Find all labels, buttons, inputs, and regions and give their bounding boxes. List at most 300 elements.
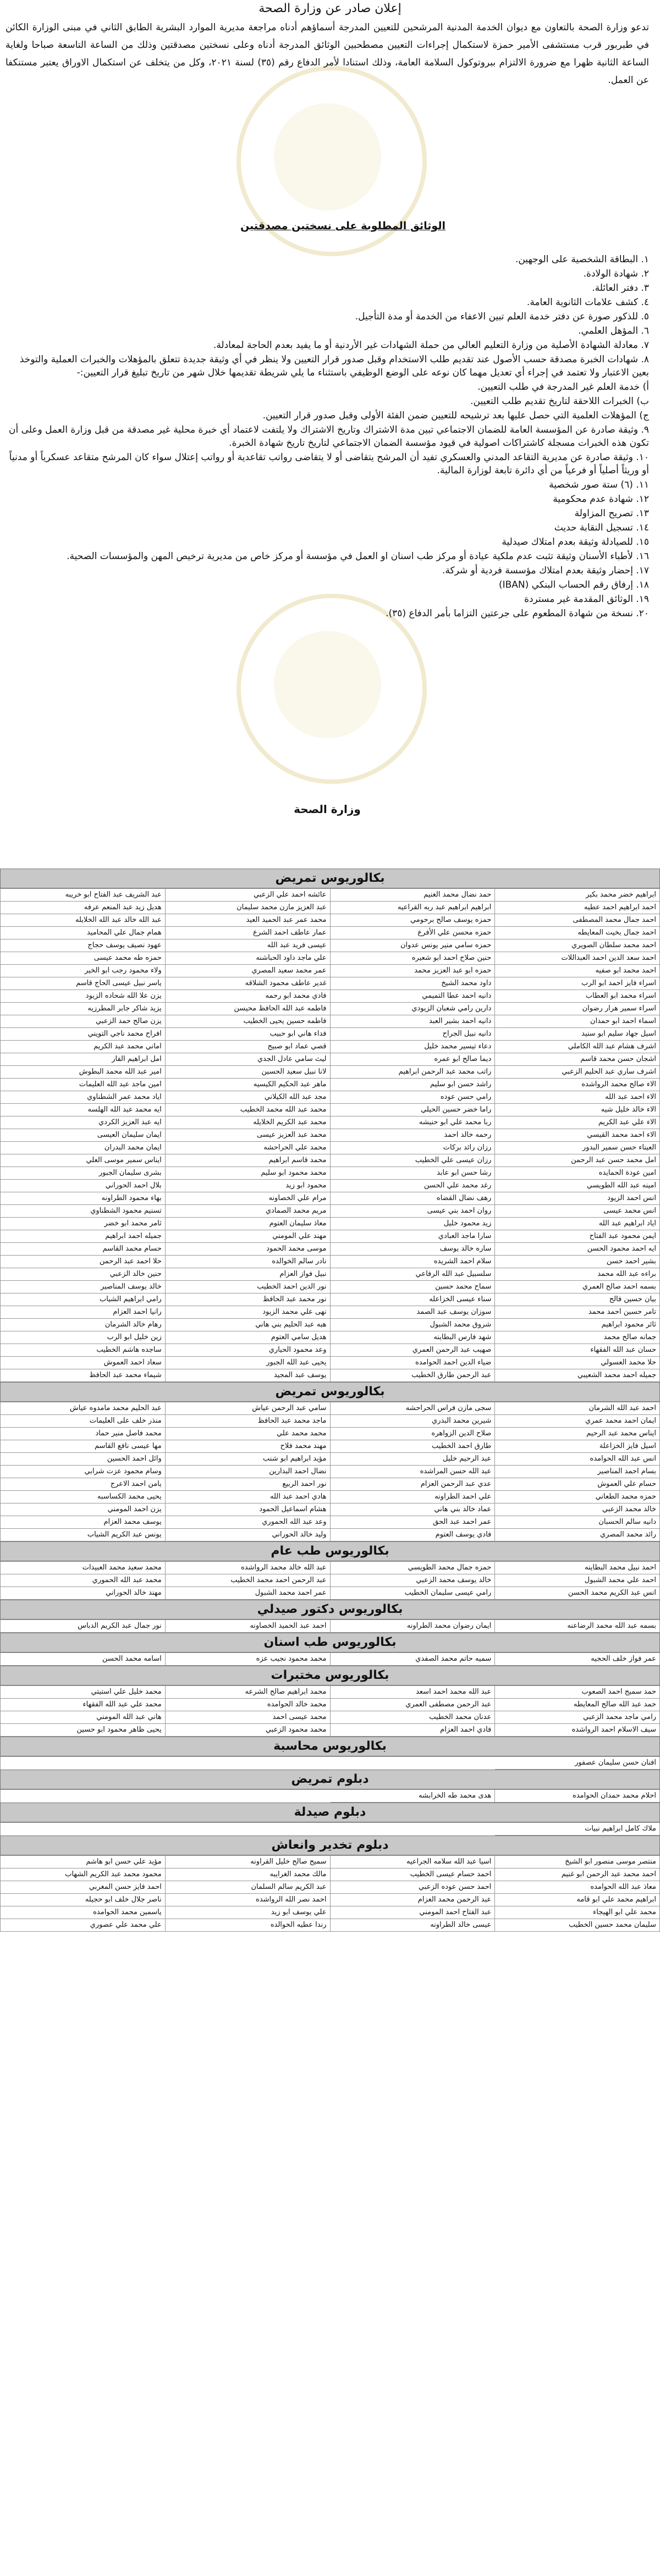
candidate-name-cell: عبد الله حسن المراشده bbox=[331, 1466, 496, 1478]
candidate-name-cell: مها عيسى نافع القاسم bbox=[1, 1440, 166, 1453]
candidate-name-cell: ايمان محمد البدران bbox=[1, 1142, 166, 1154]
candidate-name-cell: هدى محمد طه الخرابشه bbox=[331, 1790, 496, 1803]
document-item: ١٧. إحضار وثيقة بعدم امتلاك مؤسسة فردية أو شركة. bbox=[442, 565, 649, 576]
candidate-name-cell: محمد عبد الكريم الخلايله bbox=[166, 1116, 331, 1129]
candidate-name-cell: هاني عبد الله المومني bbox=[1, 1711, 166, 1724]
candidate-name-cell: مالك محمد الغرايبه bbox=[166, 1869, 331, 1881]
candidate-name-cell: مؤيد ابراهيم ابو شنب bbox=[166, 1453, 331, 1466]
ministry-emblem-watermark bbox=[237, 594, 427, 784]
candidate-name-cell: محمد علي عبد الله الفقهاء bbox=[1, 1699, 166, 1711]
candidate-name-cell: ربا محمد علي ابو حنيشه bbox=[331, 1116, 496, 1129]
candidate-name-cell: امين ماجد عبد الله العليمات bbox=[1, 1079, 166, 1091]
candidate-name-cell: دانيه احمد بشير العبد bbox=[331, 1015, 496, 1028]
candidate-name-cell: سامي عبد الرحمن عياش bbox=[166, 1402, 331, 1415]
candidate-name-cell: دعاء تيسير محمد خليل bbox=[331, 1041, 496, 1053]
candidate-name-cell: احمد عبد الحميد الخصاونه bbox=[166, 1620, 331, 1633]
candidate-name-cell: محمد فاصل منير حماد bbox=[1, 1428, 166, 1440]
candidate-name-cell: احمد حسن عوده الزعبي bbox=[331, 1881, 496, 1894]
candidate-name-cell: وعد عبد الله الحموري bbox=[166, 1516, 331, 1529]
candidate-name-cell: حمد نضال محمد الغنيم bbox=[331, 889, 496, 902]
candidate-name-cell: سعاد احمد العموش bbox=[1, 1357, 166, 1369]
candidate-name-cell: يزن علا الله شحاده الزيود bbox=[1, 990, 166, 1003]
candidate-name-cell: عمر فواز خلف الحجيه bbox=[495, 1653, 660, 1666]
candidate-name-cell: خالد يوسف المناصير bbox=[1, 1281, 166, 1293]
candidate-name-cell: احمد محمد سلطان الصويري bbox=[495, 939, 660, 952]
candidate-name-cell: ناصر جلال خلف ابو حجيله bbox=[1, 1894, 166, 1906]
candidate-name-cell: وعد محمود الحياري bbox=[166, 1344, 331, 1357]
document-item: ١. البطاقة الشخصية على الوجهين. bbox=[515, 254, 649, 265]
candidate-name-cell: الاء صالح محمد الرواشده bbox=[495, 1079, 660, 1091]
candidate-name-cell: سميح صالح خليل القراونه bbox=[166, 1856, 331, 1869]
candidate-name-cell: امينه عبد الله الطويسي bbox=[495, 1180, 660, 1192]
names-table bbox=[0, 1619, 660, 1633]
candidate-name-cell: حنين خالد الزعبي bbox=[1, 1268, 166, 1281]
document-item: ٧. معادلة الشهادة الأصلية من وزارة التعليم العالي من حملة الشهادات غير الأردنية أو ما يفيد بعدم الحاجة لمعادلة. bbox=[213, 340, 649, 351]
announcement-title: إعلان صادر عن وزارة الصحة bbox=[258, 2, 402, 15]
candidate-name-cell: معاذ سليمان العتوم bbox=[166, 1218, 331, 1230]
candidate-name-cell: يوسف محمد العزام bbox=[1, 1516, 166, 1529]
candidate-name-cell: يامن احمد الاعرج bbox=[1, 1478, 166, 1491]
names-table bbox=[0, 1561, 660, 1600]
candidate-name-cell: حمد سميح احمد الصعوب bbox=[495, 1686, 660, 1699]
candidate-name-cell: ليث سامي عادل الجدي bbox=[166, 1053, 331, 1066]
candidate-name-cell: وسام محمود عزت شرابي bbox=[1, 1466, 166, 1478]
candidate-name-cell: احمد حسام عيسى الخطيب bbox=[331, 1869, 496, 1881]
candidate-name-cell: فداء هاني ابو حبيب bbox=[166, 1028, 331, 1041]
candidate-name-cell: رامي ماجد محمد الزعبي bbox=[495, 1711, 660, 1724]
names-table bbox=[0, 888, 660, 1382]
document-item: ١٥. للصيادلة وثيقة بعدم امتلاك صيدلية bbox=[502, 537, 649, 548]
candidate-name-cell: حلا محمد العسولي bbox=[495, 1357, 660, 1369]
candidate-name-cell: تامر حسين احمد محمد bbox=[495, 1306, 660, 1319]
candidate-name-cell: عماد خالد بني هاني bbox=[331, 1503, 496, 1516]
candidate-name-cell: عبد الحليم محمد مامدوه عياش bbox=[1, 1402, 166, 1415]
section-header: بكالوريوس مختبرات bbox=[0, 1666, 660, 1685]
document-item: ٢٠. نسخة من شهادة المطعوم على جرعتين التزاما بأمر الدفاع (٣٥). bbox=[386, 608, 649, 619]
candidate-name-cell: عمار عاطف احمد الشرع bbox=[166, 927, 331, 939]
candidate-name-cell: مريم محمد الصمادي bbox=[166, 1205, 331, 1218]
candidate-name-cell: ملاك كامل ابراهيم نبيات bbox=[495, 1823, 660, 1836]
candidate-name-cell: فاطمه عبد الله الحافظ محيسن bbox=[166, 1003, 331, 1015]
candidate-name-cell: عمر محمد سعيد المصري bbox=[166, 965, 331, 977]
document-item: ١٦. لأطباء الأسنان وثيقة تثبت عدم ملكية عيادة أو مركز طب اسنان او العمل في مؤسسة أو مركز خاص من مديرية ترخيص المهن والمؤسسات الصحية. bbox=[67, 551, 649, 562]
candidate-name-cell: اسراء سمير هرار رضوان bbox=[495, 1003, 660, 1015]
candidate-name-cell: اشجان حسن محمد قاسم bbox=[495, 1053, 660, 1066]
candidate-name-cell: خالد محمد الزعبي bbox=[495, 1503, 660, 1516]
candidate-name-cell: براءه عبد الله محمد bbox=[495, 1268, 660, 1281]
candidate-name-cell: عائشه احمد علي الزعبي bbox=[166, 889, 331, 902]
candidate-name-cell: الاء علي عبد الكريم bbox=[495, 1116, 660, 1129]
candidate-name-cell: انس احمد الزيود bbox=[495, 1192, 660, 1205]
candidate-name-cell: عبد الله خالد محمد الرواشده bbox=[166, 1562, 331, 1574]
candidate-name-cell: صهيب عبد الرحمن العمري bbox=[331, 1344, 496, 1357]
candidate-name-cell: علي محمد علي عصوري bbox=[1, 1919, 166, 1932]
candidate-name-cell: شهد فارس البطاينه bbox=[331, 1331, 496, 1344]
candidate-name-cell: جميله احمد محمد الشعيبي bbox=[495, 1369, 660, 1382]
candidate-name-cell: نور جمال عبد الكريم الدباس bbox=[1, 1620, 166, 1633]
candidate-name-cell: رشا حسن ابو عابد bbox=[331, 1167, 496, 1180]
candidate-name-cell: ايمان رضوان محمد الطراونه bbox=[331, 1620, 496, 1633]
candidate-name-cell: جمانه صالح محمد bbox=[495, 1331, 660, 1344]
candidate-name-cell: اشرف هشام عبد الله الكاملي bbox=[495, 1041, 660, 1053]
candidate-name-cell: دارين رامي شعبان الزيودي bbox=[331, 1003, 496, 1015]
document-item: ٣. دفتر العائلة. bbox=[592, 283, 649, 294]
names-table bbox=[0, 1855, 660, 1932]
candidate-name-cell: مهند محمد فلاح bbox=[166, 1440, 331, 1453]
candidate-name-cell: اسماء احمد ابو حمدان bbox=[495, 1015, 660, 1028]
candidate-name-cell: اشرف ساري عبد الحليم الزعبي bbox=[495, 1066, 660, 1079]
candidate-name-cell: ماهر عبد الحكيم الكيسيه bbox=[166, 1079, 331, 1091]
section-header: دبلوم تمريض bbox=[0, 1770, 660, 1789]
section-header: دبلوم تخدير وانعاش bbox=[0, 1836, 660, 1855]
candidate-name-cell: زين خليل ابو الرب bbox=[1, 1331, 166, 1344]
candidate-name-cell: احمد محمد ابو صفيه bbox=[495, 965, 660, 977]
candidate-name-cell: نور احمد الربيع bbox=[166, 1478, 331, 1491]
candidate-name-cell: محمد علي الحراحشه bbox=[166, 1142, 331, 1154]
document-item: ٨. شهادات الخبرة مصدقة حسب الأصول عند تقديم طلب الاستخدام وقبل صدور قرار التعيين ولا ينظر في أي وثيقة جديدة تتعلق بالمؤهلات والخبرات العملية والتوخذ بعين الاعتبار ولا تعتمد في إجراء أي تعديل مهما كان نوعه على الوضع الوظيفي باستثناء ما يلي شريطة تقديمها خلال شهر من تاريخ تبليغ قرار التعيين:- bbox=[19, 354, 649, 378]
candidate-name-cell: محمد محمود الزعبي bbox=[166, 1724, 331, 1737]
candidate-name-cell: محمد عمر عبد الحميد العيد bbox=[166, 914, 331, 927]
candidate-name-cell: احمد سعد الدين احمد العبداللات bbox=[495, 952, 660, 965]
section-header: بكالوريوس تمريض bbox=[0, 869, 660, 888]
candidate-name-cell: بسمه عبد الله محمد الرضاعنه bbox=[495, 1620, 660, 1633]
ministry-signature: وزارة الصحة bbox=[294, 803, 361, 816]
candidate-name-cell: حنين صلاح احمد ابو شعيره bbox=[331, 952, 496, 965]
candidate-name-cell: عيسى خالد الطراونه bbox=[331, 1919, 496, 1932]
candidate-name-cell: عدنان محمد الخطيب bbox=[331, 1711, 496, 1724]
candidate-name-cell: محمد محمد علي bbox=[166, 1428, 331, 1440]
candidate-name-cell: حمزه ابو عبد العزيز محمد bbox=[331, 965, 496, 977]
candidate-name-cell: معاذ عبد الله الحوامده bbox=[495, 1881, 660, 1894]
candidate-name-cell: جميله احمد ابراهيم bbox=[1, 1230, 166, 1243]
document-item: ١١. (٦) ستة صور شخصية bbox=[549, 479, 649, 490]
candidate-name-cell: طارق احمد الخطيب bbox=[331, 1440, 496, 1453]
candidate-name-cell: بشير احمد حسن bbox=[495, 1256, 660, 1268]
candidate-name-cell: عبد الله خالد عبد الله الخلايله bbox=[1, 914, 166, 927]
candidate-name-cell: يحيى محمد الكساسبه bbox=[1, 1491, 166, 1503]
candidate-name-cell: بيان حسين فالح bbox=[495, 1293, 660, 1306]
candidate-name-cell: مؤيد علي حسن ابو هاشم bbox=[1, 1856, 166, 1869]
document-item: ج) المؤهلات العلمية التي حصل عليها بعد ترشيحه للتعيين ضمن الفئة الأولى وقبل صدور قرار التعيين. bbox=[262, 410, 649, 421]
candidate-name-cell: افراح محمد ناجي التويني bbox=[1, 1028, 166, 1041]
candidate-name-cell: الاء احمد محمد القيسي bbox=[495, 1129, 660, 1142]
candidate-name-cell: شيماء محمد عبد الحافظ bbox=[1, 1369, 166, 1382]
names-table bbox=[0, 1685, 660, 1737]
candidate-name-cell: هبه عبد الحليم بني هاني bbox=[166, 1319, 331, 1331]
candidate-name-cell: عبد الرحمن طارق الخطيب bbox=[331, 1369, 496, 1382]
candidate-name-cell: احمد فايز حسن المغربي bbox=[1, 1881, 166, 1894]
candidate-name-cell: محمد ابراهيم صالح الشرعه bbox=[166, 1686, 331, 1699]
candidate-name-cell: علي يوسف ابو زيد bbox=[166, 1906, 331, 1919]
candidate-name-cell: هادي احمد عبد الله bbox=[166, 1491, 331, 1503]
names-table bbox=[0, 1822, 660, 1836]
candidate-name-cell: دانيه سالم الحسبان bbox=[495, 1516, 660, 1529]
candidate-name-cell: زيد محمود خليل bbox=[331, 1218, 496, 1230]
candidate-name-cell: موسى محمد الحمود bbox=[166, 1243, 331, 1256]
candidate-name-cell: محمد خالد الحوامده bbox=[166, 1699, 331, 1711]
candidate-name-cell: راما خضر حسين الحيلي bbox=[331, 1104, 496, 1116]
candidate-name-cell: اسيل فايز الخزاعلة bbox=[495, 1440, 660, 1453]
candidate-name-cell: احمد جمال بخيت المعايطه bbox=[495, 927, 660, 939]
candidate-name-cell: خالد يوسف محمد الزعبي bbox=[331, 1574, 496, 1587]
candidate-name-cell: انس عبد الله الحوامده bbox=[495, 1453, 660, 1466]
candidate-name-cell: رانيا احمد العزام bbox=[1, 1306, 166, 1319]
candidate-name-cell: هديل زيد عبد المنعم عرفه bbox=[1, 902, 166, 914]
candidate-name-cell: حمزه جمال محمد الطويسي bbox=[331, 1562, 496, 1574]
section-header: بكالوريوس طب عام bbox=[0, 1541, 660, 1561]
candidate-name-cell: ايناس سمير موسى العلي bbox=[1, 1154, 166, 1167]
document-item: ب) الخبرات اللاحقة لتاريخ تقديم طلب التعيين. bbox=[470, 396, 649, 407]
candidate-name-cell: ساجده هاشم الخطيب bbox=[1, 1344, 166, 1357]
candidate-name-cell: امل محمد حسن عبد الرحمن bbox=[495, 1154, 660, 1167]
candidate-name-cell: عبد الرحمن محمد العزام bbox=[331, 1894, 496, 1906]
candidate-name-cell: عدي عبد الرحمن العزام bbox=[331, 1478, 496, 1491]
candidate-name-cell: حسان عبد الله الفقهاء bbox=[495, 1344, 660, 1357]
candidate-name-cell: عبد الرحمن مصطفى العمري bbox=[331, 1699, 496, 1711]
candidate-name-cell: الاء خالد خليل شيه bbox=[495, 1104, 660, 1116]
candidate-name-cell: رائد محمد المصري bbox=[495, 1529, 660, 1541]
candidate-name-cell: هديل سامي العتوم bbox=[166, 1331, 331, 1344]
candidate-name-cell: حلا احمد عبد الرحمن bbox=[1, 1256, 166, 1268]
candidate-name-cell: ابراهيم محمد علي ابو قامه bbox=[495, 1894, 660, 1906]
candidate-name-cell: بهاء محمود الطراونه bbox=[1, 1192, 166, 1205]
candidate-name-cell: راشد حسن ابو سليم bbox=[331, 1079, 496, 1091]
candidate-name-cell: افنان حسن سليمان عصفور bbox=[495, 1757, 660, 1770]
candidate-name-cell: رهف نضال القضاه bbox=[331, 1192, 496, 1205]
candidate-name-cell: مجد عبد الله الكيلاني bbox=[166, 1091, 331, 1104]
candidate-name-cell: انس عبد الكريم محمد الحسن bbox=[495, 1587, 660, 1600]
candidate-name-cell: سماح محمد حسين bbox=[331, 1281, 496, 1293]
document-item: أ) خدمة العلم غير المدرجة في طلب التعيين. bbox=[477, 382, 649, 393]
candidate-name-cell: احمد ابراهيم احمد عطيه bbox=[495, 902, 660, 914]
candidate-name-cell: احمد عبد الله الشرمان bbox=[495, 1402, 660, 1415]
document-item: ١٤. تسجيل النقابة حديث bbox=[554, 522, 649, 533]
candidate-name-cell: منذر خلف على العليمات bbox=[1, 1415, 166, 1428]
candidate-name-cell: محمد سعيد محمد العبيدات bbox=[1, 1562, 166, 1574]
candidate-name-cell: رغد محمد علي الحسن bbox=[331, 1180, 496, 1192]
candidate-name-cell: محمد عبد الله محمد الخطيب bbox=[166, 1104, 331, 1116]
candidate-name-cell: سيف الاسلام احمد الرواشده bbox=[495, 1724, 660, 1737]
candidate-name-cell: لانا نبيل سعيد الحسين bbox=[166, 1066, 331, 1079]
candidate-name-cell: بسام احمد المناصير bbox=[495, 1466, 660, 1478]
candidate-name-cell: احمد محمد عبد الرحمن ابو غنيم bbox=[495, 1869, 660, 1881]
candidate-name-cell: احمد نصر الله الرواشده bbox=[166, 1894, 331, 1906]
section-header: بكالوريوس تمريض bbox=[0, 1382, 660, 1402]
candidate-name-cell: محمد خليل علي استيتي bbox=[1, 1686, 166, 1699]
candidate-name-cell: شروق محمد الشبول bbox=[331, 1319, 496, 1331]
candidate-name-cell: رحمه خالد احمد bbox=[331, 1129, 496, 1142]
candidate-name-cell: اسراء فايز احمد ابو الرب bbox=[495, 977, 660, 990]
candidate-name-cell: محمد عبد الله الحموري bbox=[1, 1574, 166, 1587]
candidate-name-cell: احمد علي محمد الشبول bbox=[495, 1574, 660, 1587]
candidate-name-cell: رندا عطيه الخوالده bbox=[166, 1919, 331, 1932]
announcement-intro bbox=[6, 19, 649, 89]
candidate-name-cell: نور محمد عبد الحافظ bbox=[166, 1293, 331, 1306]
candidate-name-cell: امير عبد الله محمد البطوش bbox=[1, 1066, 166, 1079]
candidate-name-cell: امل ابراهيم الفار bbox=[1, 1053, 166, 1066]
candidate-name-cell: يزن صالح حمد الزعبي bbox=[1, 1015, 166, 1028]
document-item: ٦. المؤهل العلمي. bbox=[578, 325, 649, 336]
candidate-name-cell: حمزه محسن علي الأفرع bbox=[331, 927, 496, 939]
candidate-name-cell: تسنيم محمود الشطناوي bbox=[1, 1205, 166, 1218]
candidate-name-cell: رزان رائد بركات bbox=[331, 1142, 496, 1154]
candidate-name-cell: نبيل فواز العزام bbox=[166, 1268, 331, 1281]
names-table bbox=[0, 1402, 660, 1541]
section-header: بكالوريوس محاسبة bbox=[0, 1737, 660, 1756]
candidate-name-cell: سناء عيسى الخزاعله bbox=[331, 1293, 496, 1306]
candidate-name-cell: احمد جمال محمد المصطفى bbox=[495, 914, 660, 927]
candidate-name-cell: رامي ابراهيم الشياب bbox=[1, 1293, 166, 1306]
candidates-tables bbox=[0, 869, 660, 2573]
candidate-name-cell: هشام اسماعيل الحمود bbox=[166, 1503, 331, 1516]
candidate-name-cell: ياسمين محمد الحوامده bbox=[1, 1906, 166, 1919]
candidate-name-cell: رزان عيسى علي الخطيب bbox=[331, 1154, 496, 1167]
candidate-name-cell: سجى مازن فراس الحراحشه bbox=[331, 1402, 496, 1415]
candidate-name-cell: عيسى فريد عبد الله bbox=[166, 939, 331, 952]
candidate-name-cell: عمر احمد محمد الشبول bbox=[166, 1587, 331, 1600]
section-header: بكالوريوس دكتور صيدلي bbox=[0, 1600, 660, 1619]
candidate-name-cell: اماني محمد عبد الكريم bbox=[1, 1041, 166, 1053]
candidate-name-cell: اياد محمد عمر الشطناوي bbox=[1, 1091, 166, 1104]
candidate-name-cell: ايمان احمد محمد عمري bbox=[495, 1415, 660, 1428]
candidate-name-cell: سارا ماجد العبادي bbox=[331, 1230, 496, 1243]
candidate-name-cell: محمد عيسى احمد bbox=[166, 1711, 331, 1724]
candidate-name-cell: محمود ابو زيد bbox=[166, 1180, 331, 1192]
document-item: ١٩. الوثائق المقدمة غير مستردة bbox=[524, 594, 649, 605]
candidate-name-cell: عبد الكريم سالم السلمان bbox=[166, 1881, 331, 1894]
candidate-name-cell: دانيه احمد عطا التميمي bbox=[331, 990, 496, 1003]
candidate-name-cell: همام جمال علي المحاميد bbox=[1, 927, 166, 939]
docs-title: الوثائق المطلوبة على نسختين مصدقتين bbox=[240, 220, 446, 232]
candidate-name-cell: يحيى عبد الله الجبور bbox=[166, 1357, 331, 1369]
candidate-name-cell: ايناس محمد عبد الرحيم bbox=[495, 1428, 660, 1440]
candidate-name-cell: اسراء محمد ابو العطاب bbox=[495, 990, 660, 1003]
candidate-name-cell: حمزه طه محمد عيسى bbox=[1, 952, 166, 965]
candidate-name-cell: عبد الشريف عبد الفتاح ابو خريبه bbox=[1, 889, 166, 902]
candidate-name-cell: احمد نبيل محمد البطاينه bbox=[495, 1562, 660, 1574]
candidate-name-cell: مهند خالد الحوراني bbox=[1, 1587, 166, 1600]
document-item: ٤. كشف علامات الثانوية العامة. bbox=[526, 297, 649, 308]
candidate-name-cell: محمد قاسم ابراهيم bbox=[166, 1154, 331, 1167]
candidate-name-cell: ولاء محمود رجب ابو الخير bbox=[1, 965, 166, 977]
candidate-name-cell: عبد العزيز مازن محمد سليمان bbox=[166, 902, 331, 914]
candidate-name-cell: ايمن محمود عبد الفتاح bbox=[495, 1230, 660, 1243]
candidate-name-cell: امين عودة الحمايده bbox=[495, 1167, 660, 1180]
candidate-name-cell: ايه عبد العزيز الكردي bbox=[1, 1116, 166, 1129]
section-header: دبلوم صيدلة bbox=[0, 1803, 660, 1822]
document-item: ٥. للذكور صورة عن دفتر خدمة العلم تبين الاعفاء من الخدمة أو مدة التأجيل. bbox=[355, 311, 649, 322]
candidate-name-cell: ثائر محمود ابراهيم bbox=[495, 1319, 660, 1331]
candidate-name-cell: محمد محمود ابو سليم bbox=[166, 1167, 331, 1180]
candidate-name-cell: داود محمد الشيخ bbox=[331, 977, 496, 990]
candidate-name-cell: عبد الرحمن احمد محمد الخطيب bbox=[166, 1574, 331, 1587]
candidate-name-cell: محمد علي ابو الهيجاء bbox=[495, 1906, 660, 1919]
candidate-name-cell: نهى علي محمد الزيود bbox=[166, 1306, 331, 1319]
candidate-name-cell: رامي حسن عوده bbox=[331, 1091, 496, 1104]
document-item: ١٠. وثيقة صادرة عن مديرية التقاعد المدني والعسكري تفيد أن المرشح يتقاضى أو لا يتقاضى رواتب تقاعدية أو رواتب إعتلال سواء كان المرشح متقاعد عسكرياً أو مدنياً أو وريثاً أصلياً أو فرعياً من أي دائرة تابعة لوزارة المالية. bbox=[9, 452, 649, 476]
candidate-name-cell: سلام احمد الشريده bbox=[331, 1256, 496, 1268]
document-item: ٢. شهادة الولادة. bbox=[583, 268, 649, 279]
candidate-name-cell: راتب محمد عبد الرحمن ابراهيم bbox=[331, 1066, 496, 1079]
candidate-name-cell: ياسر نبيل عيسى الحاج قاسم bbox=[1, 977, 166, 990]
candidate-name-cell: قصي عماد ابو صبيح bbox=[166, 1041, 331, 1053]
candidate-name-cell: عبد الرحيم خليل bbox=[331, 1453, 496, 1466]
candidate-name-cell: حسام علي العموش bbox=[495, 1478, 660, 1491]
document-item: ١٢. شهادة عدم محكومية bbox=[553, 494, 649, 505]
candidate-name-cell: رهام خالد الشرمان bbox=[1, 1319, 166, 1331]
candidate-name-cell: بشرى سليمان الجبور bbox=[1, 1167, 166, 1180]
candidate-name-cell: منتصر موسى منصور ابو الشيخ bbox=[495, 1856, 660, 1869]
candidate-name-cell: ابراهيم خضر محمد بكير bbox=[495, 889, 660, 902]
candidate-name-cell: محمد محمود نجيب عزه bbox=[166, 1653, 331, 1666]
candidate-name-cell: نور الدين احمد الخطيب bbox=[166, 1281, 331, 1293]
candidate-name-cell: فادي محمد ابو رحمه bbox=[166, 990, 331, 1003]
candidate-name-cell: اسامه محمد الحسن bbox=[1, 1653, 166, 1666]
candidate-name-cell: يزيد شاكر جابر المطرزيه bbox=[1, 1003, 166, 1015]
document-item: ١٨. إرفاق رقم الحساب البنكي (IBAN) bbox=[498, 579, 649, 590]
candidate-name-cell: شيرين محمد البدري bbox=[331, 1415, 496, 1428]
candidate-name-cell: العيناء حسن سمير البدور bbox=[495, 1142, 660, 1154]
candidate-name-cell: مهند علي المومني bbox=[166, 1230, 331, 1243]
candidate-name-cell: علي ماجد داود الحباشنه bbox=[166, 952, 331, 965]
section-header: بكالوريوس طب اسنان bbox=[0, 1633, 660, 1652]
candidate-name-cell: اسيل جهاد سليم ابو سنيد bbox=[495, 1028, 660, 1041]
candidate-name-cell: ديما صالح ابو عمره bbox=[331, 1053, 496, 1066]
candidate-name-cell: اياد ابراهيم عبد الله bbox=[495, 1218, 660, 1230]
candidate-name-cell: سليمان محمد حسين الخطيب bbox=[495, 1919, 660, 1932]
candidate-name-cell: ايه محمد عبد الله الهلسه bbox=[1, 1104, 166, 1116]
candidate-name-cell: احلام محمد حمدان الحوامده bbox=[495, 1790, 660, 1803]
candidate-name-cell: فادي احمد العزام bbox=[331, 1724, 496, 1737]
candidate-name-cell: نادر سالم الخوالده bbox=[166, 1256, 331, 1268]
candidate-name-cell: سلسبيل عبد الله الرفاعي bbox=[331, 1268, 496, 1281]
candidate-name-cell: يوسف عبد المجيد bbox=[166, 1369, 331, 1382]
candidate-name-cell: فادي يوسف العتوم bbox=[331, 1529, 496, 1541]
candidate-name-cell: عمر احمد عبد الحق bbox=[331, 1516, 496, 1529]
candidate-name-cell: حسام محمد القاسم bbox=[1, 1243, 166, 1256]
candidate-name-cell: ضياء الدين احمد الحوامده bbox=[331, 1357, 496, 1369]
names-table bbox=[0, 1789, 660, 1803]
candidate-name-cell: يزن احمد المومني bbox=[1, 1503, 166, 1516]
candidate-name-cell: عبد الفتاح احمد المومني bbox=[331, 1906, 496, 1919]
candidate-name-cell: عهود نصيف يوسف حجاج bbox=[1, 939, 166, 952]
candidate-name-cell: ثامر محمد ابو خضر bbox=[1, 1218, 166, 1230]
document-item: ١٣. تصريح المزاولة bbox=[574, 508, 649, 519]
candidate-name-cell: يونس عبد الكريم الشياب bbox=[1, 1529, 166, 1541]
candidate-name-cell: روان احمد بني عيسى bbox=[331, 1205, 496, 1218]
required-documents-list bbox=[6, 253, 649, 621]
candidate-name-cell: ايمان سليمان العيسى bbox=[1, 1129, 166, 1142]
candidate-name-cell: فاطمه حسين يحيى الخطيب bbox=[166, 1015, 331, 1028]
candidate-name-cell: حمزه سامي منير يونس عدوان bbox=[331, 939, 496, 952]
candidate-name-cell: حمد عبد الله صالح المعايطه bbox=[495, 1699, 660, 1711]
candidate-name-cell: رامي عيسى سليمان الخطيب bbox=[331, 1587, 496, 1600]
candidate-name-cell: بلال احمد الحوراني bbox=[1, 1180, 166, 1192]
candidate-name-cell: عبد الله محمد احمد اسعد bbox=[331, 1686, 496, 1699]
intro-text: تدعو وزارة الصحة بالتعاون مع ديوان الخدمة المدنية المرشحين للتعيين المدرجة أسماؤهم أدناه مراجعة مديرية الموارد البشرية الطابق الثاني في مبنى الوزارة الكائن في طبربور قرب مستشفى الأمير حمزة لاستكمال إجراءات التعيين مصطحبين الوثائق المدرجة أدناه وعلى نسختين مصدقتين وذلك من الساعة التاسعة صباحا ولغاية الساعة الثانية ظهرا مع ضرورة الالتزام ببروتوكول السلامة العامة، وذلك استنادا لأمر الدفاع رقم (٣٥) لسنة ٢٠٢١، وكل من يتخلف عن استكمال الاوراق يعتبر مستنكفا عن العمل. bbox=[6, 22, 650, 86]
candidate-name-cell: دانيه نبيل الجراح bbox=[331, 1028, 496, 1041]
candidate-name-cell: حمزه يوسف صالح برحومي bbox=[331, 914, 496, 927]
candidate-name-cell: ماجد محمد عبد الحافظ bbox=[166, 1415, 331, 1428]
candidate-name-cell: ابراهيم ابراهيم عبد ربه القراعيه bbox=[331, 902, 496, 914]
candidate-name-cell: سوزان يوسف عبد الصمد bbox=[331, 1306, 496, 1319]
names-table bbox=[0, 1652, 660, 1666]
candidate-name-cell: ايه احمد محمود الحسن bbox=[495, 1243, 660, 1256]
candidate-name-cell: ساره خالد يوسف bbox=[331, 1243, 496, 1256]
candidate-name-cell: محمد عبد العزيز عيسى bbox=[166, 1129, 331, 1142]
candidate-name-cell: بسمه احمد صالح العمري bbox=[495, 1281, 660, 1293]
candidate-name-cell: الاء احمد عبد الله bbox=[495, 1091, 660, 1104]
